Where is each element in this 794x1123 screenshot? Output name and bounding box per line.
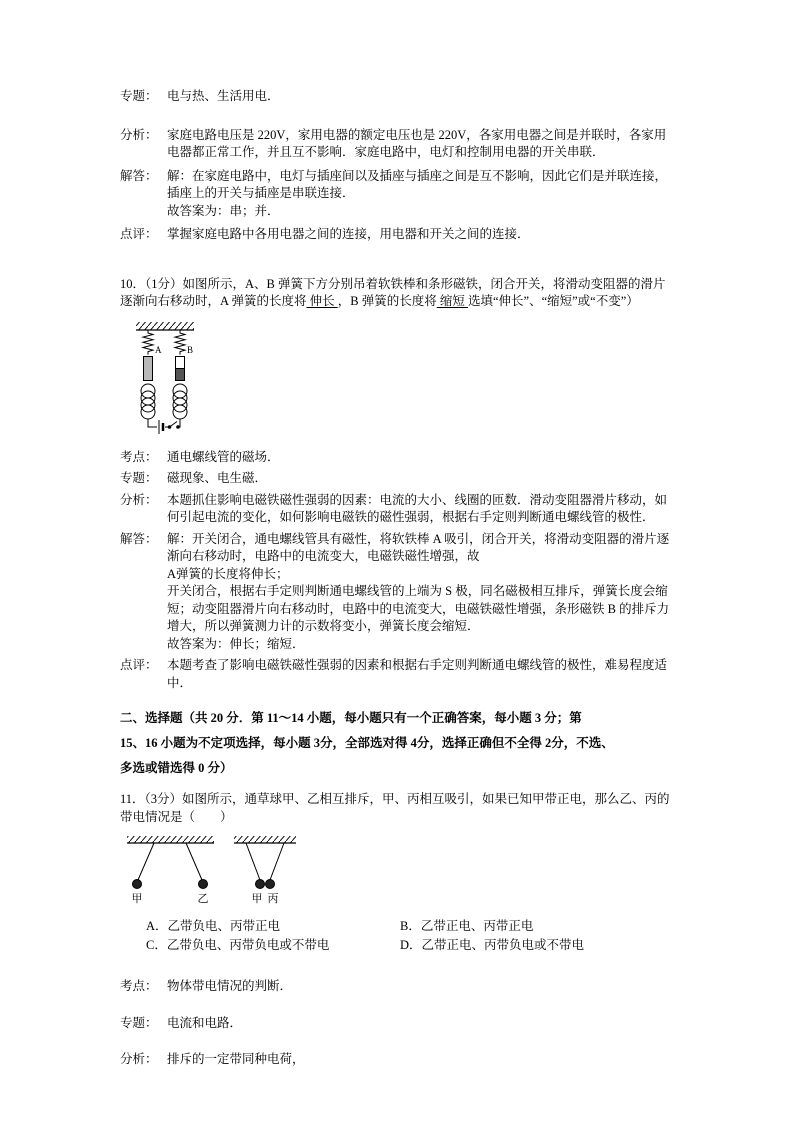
bar-magnet	[176, 356, 185, 380]
row-label: 解答：	[120, 168, 158, 183]
spring-b-label: B	[187, 344, 194, 355]
row-content	[167, 470, 675, 488]
battery-symbol	[159, 420, 163, 434]
label-row	[120, 127, 675, 162]
label-row	[120, 168, 675, 221]
question-11-balls-diagram	[124, 834, 675, 906]
spring-a-label: A	[155, 344, 162, 355]
label-row	[120, 657, 675, 692]
q9-explanation-block	[120, 88, 675, 244]
ball-label-jia-right: 甲	[251, 893, 263, 905]
row-content	[167, 978, 675, 996]
text-run: 10．（1分）如图所示，A、B 弹簧下方分别吊着软铁棒和条形磁铁，闭合开关，将滑动变阻器的滑片逐渐向右移动时，A 弹簧的长度将	[120, 276, 666, 308]
row-content	[167, 449, 675, 467]
content-line: 故答案为：伸长；缩短．	[167, 636, 305, 651]
ball-label-bing: 丙	[267, 893, 279, 905]
row-content	[167, 1015, 675, 1033]
row-content	[167, 168, 675, 221]
row-label: 分析：	[120, 1052, 158, 1066]
question-11-options	[120, 918, 675, 954]
switch-symbol	[168, 421, 179, 428]
label-row	[120, 88, 675, 106]
section-2-header	[120, 706, 675, 781]
answer-option: A．乙带负电、丙带正电	[146, 919, 281, 933]
content-line: 解：在家庭电路中，电灯与插座间以及插座与插座之间是互不影响，因此它们是并联连接，插座上的开关与插座是串联连接．	[167, 168, 668, 200]
answer-option: B．乙带正电、丙带正电	[400, 919, 534, 933]
content-line: 开关闭合，根据右手定则判断通电螺线管的上端为 S 极，同名磁极相互排斥，弹簧长度会缩短；动变阻器滑片向右移动时，电路中的电流变大，电磁铁磁性增强，条形磁铁 B 的排斥力增大，所以弹簧测力计的示数将变小，弹簧长度会缩短．	[167, 584, 670, 633]
row-label: 解答：	[120, 531, 158, 546]
question-10-analysis-rows	[120, 449, 675, 693]
answer-option: C．乙带负电、丙带负电或不带电	[146, 937, 330, 952]
row-content	[167, 1051, 675, 1069]
content-line: 故答案为：串；并．	[167, 203, 280, 218]
ball-label-yi: 乙	[197, 893, 209, 905]
question-10-block	[120, 276, 675, 693]
row-label: 专题：	[120, 1015, 158, 1030]
solenoid-coil-b	[173, 384, 187, 419]
row-label: 专题：	[120, 471, 158, 485]
row-content	[167, 226, 675, 244]
repelling-balls-pair	[133, 843, 208, 889]
row-label: 考点：	[120, 449, 158, 464]
left-ceiling-hatch	[127, 836, 214, 843]
label-row	[120, 226, 675, 244]
label-row	[120, 531, 675, 654]
ceiling-hatch	[136, 322, 194, 330]
label-row	[120, 470, 675, 488]
row-content	[167, 492, 675, 527]
content-line: 物体带电情况的判断．	[167, 979, 293, 993]
content-line: 磁现象、电生磁．	[167, 471, 268, 485]
label-row	[120, 1051, 675, 1069]
question-10-circuit-diagram	[124, 319, 675, 437]
content-line: 排斥的一定带同种电荷，	[167, 1052, 305, 1066]
section-header-line: 多选或错选得 0 分）	[120, 761, 233, 775]
content-line: 家庭电路电压是 220V，家用电器的额定电压也是 220V，各家用电器之间是并联时，各家用电器都正常工作，并且互不影响．家庭电路中，电灯和控制用电器的开关串联．	[167, 127, 667, 159]
content-line: 本题考查了影响电磁铁磁性强弱的因素和根据右手定则判断通电螺线管的极性，难易程度适中．	[167, 658, 668, 690]
row-label: 分析：	[120, 492, 158, 507]
row-label: 点评：	[120, 658, 158, 672]
label-row	[120, 492, 675, 527]
charged-balls-svg	[124, 834, 304, 906]
row-content	[167, 531, 675, 654]
section-header-line: 二、选择题（共 20 分．第 11～14 小题，每小题只有一个正确答案，每小题 3 分；第	[120, 711, 582, 725]
circuit-diagram-svg	[124, 319, 206, 437]
answer-underlined: 缩短	[436, 294, 468, 308]
right-ceiling-hatch	[234, 836, 296, 843]
answer-underlined: 伸长	[306, 294, 338, 308]
text-run: 选填“伸长”、“缩短”或“不变”）	[467, 294, 639, 308]
row-content	[167, 88, 675, 106]
content-line: 掌握家庭电路中各用电器之间的连接，用电器和开关之间的连接．	[167, 227, 530, 241]
content-line: 通电螺线管的磁场．	[167, 449, 280, 464]
answer-option: D．乙带正电、丙带负电或不带电	[400, 937, 585, 952]
solenoid-coil-a	[141, 384, 155, 419]
content-line: 本题抓住影响电磁铁磁性强弱的因素：电流的大小、线圈的匝数．滑动变阻器滑片移动，如何引起电流的变化，如何影响电磁铁的磁性强弱，根据右手定则判断通电螺线管的极性．	[167, 492, 668, 524]
row-label: 分析：	[120, 127, 158, 142]
label-row	[120, 1015, 675, 1033]
spring-b	[175, 330, 185, 355]
text-run: ，B 弹簧的长度将	[337, 294, 437, 308]
question-10-text	[120, 276, 675, 311]
row-label: 专题：	[120, 89, 158, 103]
soft-iron-bar	[144, 356, 153, 380]
content-line: A弹簧的长度将伸长；	[167, 566, 289, 581]
question-11-analysis-rows	[120, 978, 675, 1069]
content-line: 解：开关闭合，通电螺线管具有磁性，将软铁棒 A 吸引，闭合开关，将滑动变阻器的滑片逐渐向右移动时，电路中的电流变大，电磁铁磁性增强，故	[167, 531, 670, 563]
row-content	[167, 657, 675, 692]
row-content	[167, 127, 675, 162]
row-label: 考点：	[120, 979, 158, 993]
attracting-balls-pair	[246, 843, 284, 889]
section-header-line: 15、16 小题为不定项选择，每小题 3分，全部选对得 4分，选择正确但不全得 2分，不选、	[120, 736, 614, 750]
ball-label-jia-left: 甲	[131, 893, 143, 905]
content-line: 电与热、生活用电．	[167, 89, 280, 103]
question-11-block	[120, 791, 675, 1069]
spring-a	[143, 330, 153, 355]
content-line: 电流和电路．	[167, 1015, 243, 1030]
label-row	[120, 449, 675, 467]
row-label: 点评：	[120, 227, 158, 241]
question-11-text: 11．（3分）如图所示，通草球甲、乙相互排斥，甲、丙相互吸引，如果已知甲带正电，那么乙、丙的带电情况是（ ）	[120, 792, 670, 824]
label-row	[120, 978, 675, 996]
